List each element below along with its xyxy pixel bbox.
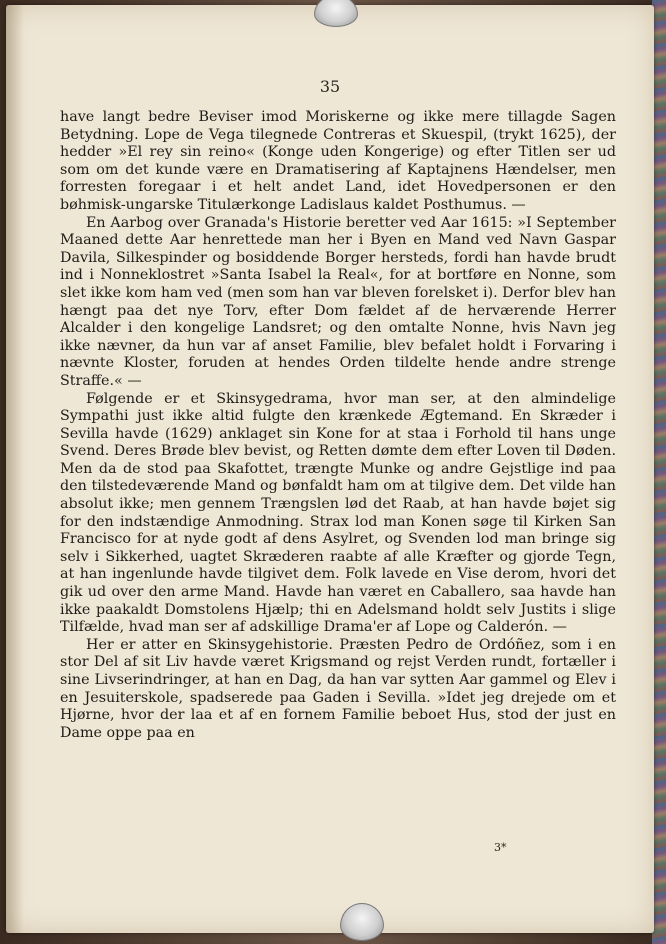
body-text [60, 109, 616, 742]
book-page [6, 5, 654, 933]
paragraph: Følgende er et Skinsygedrama, hvor man ser, at den almindelige Sympathi just ikke altid fulgte den krænkede Ægtemand. En Skræder i Sevilla havde (1629) anklaget sin Kone for at staa i Forhold til hans unge Svend. Deres Brøde blev bevist, og Retten dømte dem efter Loven til Døden. Men da de stod paa Skafottet, trængte Munke og andre Gejstlige ind paa den tilstedeværende Mand og bønfaldt ham om at tilgive dem. Det vilde han absolut ikke; men gennem Trængslen lød det Raab, at han havde bøjet sig for den indstændige Anmodning. Strax lod man Konen søge til Kirken San Francisco for at nyde godt af dens Asylret, og Svenden lod man bringe sig selv i Sikkerhed, uagtet Skræderen raabte af alle Kræfter og gjorde Tegn, at han ingenlunde havde tilgivet dem. Folk lavede en Vise derom, hvori det gik ud over den arme Mand. Havde han været en Caballero, saa havde han ikke paakaldt Domstolens Hjælp; thi en Adelsmand holdt selv Justits i slige Tilfælde, hvad man ser af adskillige Drama'er af Lope og Calderón. — [60, 390, 616, 636]
paragraph: Her er atter en Skinsygehistorie. Præsten Pedro de Ordóñez, som i en stor Del af sit Liv havde været Krigsmand og rejst Verden rundt, fortæller i sine Livserindringer, at han en Dag, da han var sytten Aar gammel og Elev i en Jesuiterskole, spadserede paa Gaden i Sevilla. »Idet jeg drejede om et Hjørne, hvor der laa et af en fornem Familie beboet Hus, stod der just en Dame oppe paa en [60, 636, 616, 741]
bottom-binding-clip [340, 903, 384, 941]
paragraph: have langt bedre Beviser imod Moriskerne og ikke mere tillagde Sagen Betydning. Lope de Vega tilegnede Contreras et Skuespil, (trykt 1625), der hedder »El rey sin reino« (Konge uden Kongerige) og efter Titlen ser ud som om det kunde være en Dramatisering af Kaptajnens Hændelser, men forresten foregaar i et helt andet Land, idet Hovedpersonen er den bøhmisk-ungarske Titulærkonge Ladislaus kaldet Posthumus. — [60, 109, 616, 213]
top-binding-clip [314, 0, 358, 27]
page-spine-shadow [6, 5, 24, 933]
marbled-book-edge [652, 0, 666, 944]
paragraph: En Aarbog over Granada's Historie beretter ved Aar 1615: »I September Maaned dette Aar henrettede man her i Byen en Mand ved Navn Gaspar Davila, Silkespinder og bosiddende Borger hersteds, fordi han havde brudt ind i Nonneklostret »Santa Isabel la Real«, for at bortføre en Nonne, som slet ikke kom ham ved (men som han var bleven forelsket i). Derfor blev han hængt paa det nye Torv, efter Dom fældet af de herværende Herrer Alcalder i den kongelige Landsret; og den omtalte Nonne, hvis Navn jeg ikke nævner, da hun var af anset Familie, blev befalet holdt i Forvaring i nævnte Kloster, foruden at hendes Orden tildelte hende andre strenge Straffe.« — [60, 214, 616, 389]
page-number: 35 [319, 77, 341, 96]
signature-mark: 3* [494, 841, 507, 854]
